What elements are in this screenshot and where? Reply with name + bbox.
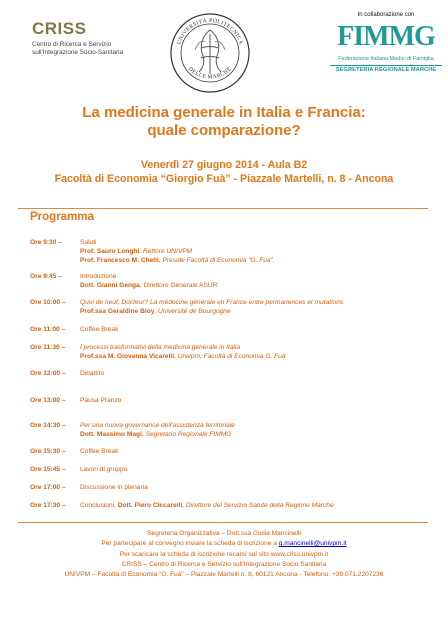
speaker-name: Dott. Gianni Genga [80, 282, 140, 289]
item-title: Coffee Break [80, 448, 119, 455]
footer-secretariat: Segreteria Organizzativa – Dott.ssa Giulia Mancinelli [147, 530, 301, 537]
criss-sub-line-1: Centro di Ricerca e Servizio [32, 41, 112, 48]
collaboration-label: In collaborazione con [357, 12, 415, 18]
fimmg-wordmark [330, 21, 442, 55]
footer-address: UNIVPM – Facoltà di Economia “G. Fuà” – Piazzale Martelli n. 8, 60121 Ancona - Telefono: +39.071.2207236 [64, 571, 384, 579]
item-title: Conclusioni, [80, 502, 118, 509]
speaker-role: , Direttore Generale ASUR [139, 282, 218, 289]
item-title: Coffee Break [80, 326, 119, 333]
item-time: Ore 14:30 – [30, 422, 66, 429]
item-time: Ore 12:00 – [30, 370, 66, 377]
fimmg-name: FIMMG [337, 21, 435, 52]
item-time: Ore 9:45 – [30, 273, 62, 280]
criss-subtitle [32, 41, 152, 57]
footer-download-info: Per scaricare la scheda di iscrizione recarsi sul sito www.criss.univpm.it [119, 550, 329, 558]
speaker-name: Dott. Piero Ciccarelli [117, 502, 183, 509]
item-title: Pausa Pranzo [80, 397, 122, 404]
fimmg-subtitle: Federazione Italiana Medici di Famiglia [338, 56, 434, 62]
event-title [0, 104, 448, 140]
title-line-2: quale comparazione? [147, 122, 301, 139]
speaker-name: Prof.ssa Geraldine Bloy [80, 308, 155, 315]
item-time: Ore 13:00 – [30, 397, 66, 404]
speaker-role: , Segretario Regionale FIMMG [141, 431, 232, 438]
speaker-role: , Rettore UNIVPM [139, 248, 193, 255]
bottom-divider [18, 522, 428, 523]
fimmg-logo [330, 12, 442, 73]
footer-registration [0, 539, 448, 549]
criss-logo [32, 20, 152, 57]
event-details [0, 158, 448, 186]
speaker-role: , Univpm, Facoltà di Economia G. Fuà [174, 353, 286, 360]
top-divider [18, 208, 428, 209]
item-title: Quoi de neuf, Docteur? La médecine générale en France entre permanences et mutations [80, 299, 344, 306]
event-date: Venerdì 27 giugno 2014 - Aula B2 [140, 159, 308, 171]
footer [0, 529, 448, 580]
item-time: Ore 17:30 – [30, 502, 66, 509]
item-time: Ore 15:30 – [30, 448, 66, 455]
item-title: I processi trasformativi della medicina generale in Italia [80, 344, 241, 351]
item-time: Ore 10:00 – [30, 299, 66, 306]
footer-criss: CRISS – Centro di Ricerca e Servizio sull'Integrazione Socio Sanitaria [121, 560, 327, 568]
speaker-name: Prof. Francesco M. Chelli [80, 257, 159, 264]
program-heading: Programma [30, 211, 94, 223]
title-line-1: La medicina generale in Italia e Francia: [82, 104, 366, 121]
speaker-role: , Université de Bourgogne [154, 308, 231, 315]
item-title: Introduzione [80, 273, 117, 280]
speaker-name: Dott. Massimo Magi [80, 431, 142, 438]
speaker-role: , Direttore del Servizio Salute della Regione Marche [182, 502, 334, 509]
item-time: Ore 15:45 – [30, 466, 66, 473]
item-title: Saluti [80, 239, 97, 246]
speaker-name: Prof. Sauro Longhi [80, 248, 140, 255]
criss-title: CRISS [32, 19, 87, 38]
speaker-name: Prof.ssa M. Giovanna Vicarelli [80, 353, 175, 360]
item-time: Ore 11:00 – [30, 326, 66, 333]
item-time: Ore 9:30 – [30, 239, 62, 246]
item-title: Per una nuova governance dell'assistenza territoriale [80, 422, 235, 429]
footer-registration-text: Per partecipare al convegno inviare la scheda di iscrizione a [101, 540, 279, 548]
seal-text-top: UNIVERSITÀ POLITECNICA [176, 17, 244, 46]
event-place: Facoltà di Economia “Giorgio Fuà” - Piazzale Martelli, n. 8 - Ancona [54, 173, 394, 185]
item-title: Lavori di gruppo [80, 466, 128, 473]
item-title: Discussione in plenaria [80, 484, 148, 491]
speaker-role: , Preside Facoltà di Economia “G. Fuà”. [158, 257, 275, 264]
item-title: Dibattito [80, 370, 105, 377]
criss-sub-line-2: sull'Integrazione Socio-Sanitaria [32, 49, 124, 56]
item-time: Ore 11:30 – [30, 344, 66, 351]
fimmg-region: SEGRETERIA REGIONALE MARCHE [330, 65, 442, 73]
item-time: Ore 17:00 – [30, 484, 66, 491]
email-link[interactable]: g.mancinelli@univpm.it [278, 540, 347, 548]
seal-text-bottom: DELLE MARCHE [187, 66, 233, 81]
university-seal-icon [169, 12, 251, 94]
